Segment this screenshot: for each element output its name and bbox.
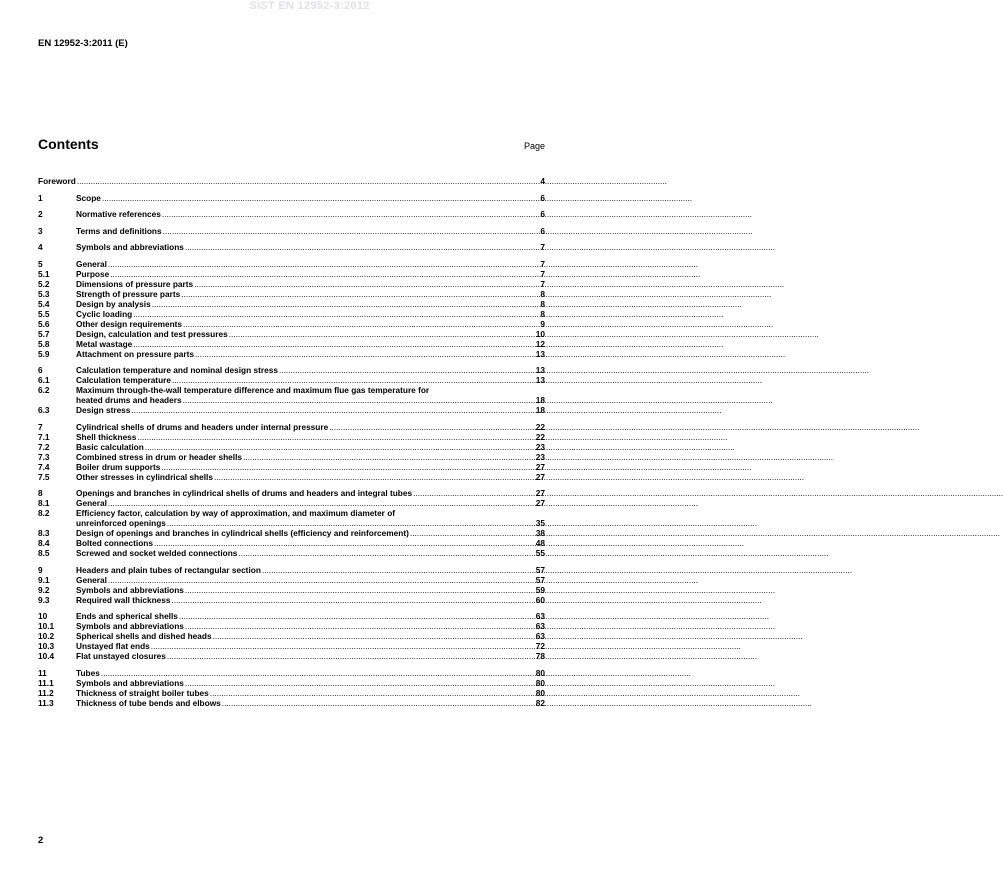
toc-leader-dots: [222, 698, 535, 708]
toc-entry-title: Bolted connections: [76, 538, 153, 548]
toc-entry[interactable]: [38, 631, 545, 641]
toc-entry-page: 57: [535, 574, 545, 585]
toc-entry-page: 27: [535, 488, 545, 498]
toc-entry-number: 7.3: [38, 451, 50, 462]
toc-entry-number: 5.2: [38, 278, 50, 289]
page-title: Contents: [38, 136, 99, 152]
toc-leader-dots: [137, 432, 534, 442]
toc-entry-number: 7.5: [38, 471, 50, 482]
toc-leader-dots: [214, 472, 535, 482]
toc-entry-page: 60: [535, 594, 545, 605]
toc-entry-number: 10.2: [38, 631, 55, 641]
toc-leader-dots: [172, 595, 535, 605]
toc-entry-number: 11: [38, 667, 47, 678]
toc-entry-number: 5.5: [38, 308, 50, 319]
toc-entry-title: Attachment on pressure parts: [76, 348, 195, 359]
toc-entry-page: 8: [540, 308, 545, 319]
toc-entry-page: 80: [535, 677, 545, 688]
toc-entry-number: 8.1: [38, 498, 50, 508]
toc-entry-number: 7.4: [38, 461, 50, 472]
toc-entry-title: Dimensions of pressure parts: [76, 278, 194, 289]
toc-entry[interactable]: [38, 641, 545, 651]
toc-entry-page: 23: [535, 451, 545, 462]
toc-entry-title: Other stresses in cylindrical shells: [76, 471, 213, 482]
toc-entry[interactable]: [38, 538, 545, 548]
toc-leader-dots: [183, 319, 539, 329]
toc-entry[interactable]: [38, 226, 545, 236]
toc-entry-title: Combined stress in drum or header shells: [76, 451, 242, 462]
toc-leader-dots: [262, 565, 535, 575]
toc-leader-dots: [133, 309, 539, 319]
toc-entry-number: 5.4: [38, 298, 50, 309]
toc-leader-dots: [185, 678, 535, 688]
toc-entry[interactable]: [38, 193, 545, 203]
toc-leader-dots: [161, 462, 534, 472]
toc-entry-number: 2: [38, 209, 43, 219]
toc-leader-dots: [185, 621, 535, 631]
toc-entry-page: 22: [535, 421, 545, 432]
toc-entry-page: 6: [540, 192, 545, 203]
table-of-contents: [38, 176, 545, 708]
toc-entry-number: 6: [38, 365, 43, 375]
watermark: SIST EN 12952-3:2012: [249, 0, 370, 12]
toc-entry-number: 8.5: [38, 548, 50, 558]
toc-leader-dots: [163, 226, 540, 236]
toc-entry-title: Design stress: [76, 405, 131, 415]
toc-entry-title: General: [76, 258, 107, 269]
toc-entry-page: 82: [535, 697, 545, 708]
toc-entry-title: Headers and plain tubes of rectangular section: [76, 564, 261, 575]
toc-entry-number: 5.3: [38, 288, 50, 299]
toc-entry[interactable]: [38, 508, 545, 518]
toc-entry-page: 78: [535, 651, 545, 661]
toc-entry-title: Screwed and socket welded connections: [76, 548, 238, 558]
toc-entry-number: 6.2: [38, 385, 50, 395]
toc-entry-title: Unstayed flat ends: [76, 641, 150, 651]
toc-entry-title: Design by analysis: [76, 298, 151, 309]
toc-leader-dots: [151, 641, 535, 651]
toc-entry-title: Cylindrical shells of drums and headers under internal pressure: [76, 421, 329, 432]
toc-entry[interactable]: [38, 611, 545, 621]
toc-entry-number: 10.4: [38, 651, 55, 661]
toc-entry[interactable]: [38, 698, 545, 708]
toc-entry-page: 27: [535, 461, 545, 472]
toc-entry-page: 8: [540, 298, 545, 309]
toc-leader-dots: [77, 176, 540, 186]
toc-entry-page: 57: [535, 564, 545, 575]
toc-entry-title: Tubes: [76, 667, 100, 678]
toc-entry-number: 9.1: [38, 574, 50, 585]
toc-entry[interactable]: [38, 565, 545, 575]
toc-entry-page: 80: [535, 667, 545, 678]
toc-entry-number: 5.9: [38, 348, 50, 359]
toc-entry[interactable]: [38, 528, 545, 538]
toc-entry-title: Maximum through-the-wall temperature difference and maximum flue gas temperature for: [76, 385, 430, 395]
toc-entry-number: 11.1: [38, 677, 54, 688]
toc-entry-page: 27: [535, 498, 545, 508]
toc-leader-dots: [243, 452, 535, 462]
toc-entry-page: 23: [535, 441, 545, 452]
toc-entry-page: 48: [535, 538, 545, 548]
toc-leader-dots: [108, 498, 535, 508]
toc-leader-dots: [167, 651, 535, 661]
toc-entry-number: 8.4: [38, 538, 50, 548]
toc-entry-number: 8.2: [38, 508, 50, 518]
page-number: 2: [38, 835, 44, 846]
toc-entry-number: 7.1: [38, 431, 50, 442]
toc-leader-dots: [210, 688, 535, 698]
toc-entry-title: Efficiency factor, calculation by way of approximation, and maximum diameter of: [76, 508, 396, 518]
toc-entry-title: Symbols and abbreviations: [76, 677, 184, 688]
toc-entry-title: Normative references: [76, 209, 161, 219]
toc-entry[interactable]: [38, 349, 545, 359]
toc-leader-dots: [185, 585, 535, 595]
toc-entry[interactable]: [38, 452, 545, 462]
toc-entry-page: 27: [535, 471, 545, 482]
toc-entry[interactable]: [38, 385, 545, 395]
toc-entry-page: 72: [535, 641, 545, 651]
toc-entry[interactable]: [38, 595, 545, 605]
toc-leader-dots: [101, 668, 535, 678]
toc-leader-dots: [413, 488, 535, 498]
toc-leader-dots: [133, 339, 535, 349]
toc-entry-number: 10: [38, 611, 48, 621]
toc-entry-page: 10: [535, 328, 545, 339]
toc-entry-page: 8: [540, 288, 545, 299]
toc-leader-dots: [410, 528, 535, 538]
toc-leader-dots: [229, 329, 535, 339]
toc-leader-dots: [279, 365, 535, 375]
toc-entry-number: 4: [38, 242, 43, 252]
toc-entry-number: 7: [38, 421, 43, 432]
toc-entry-page: 63: [535, 611, 545, 621]
toc-entry-title: Purpose: [76, 268, 110, 279]
toc-entry[interactable]: [38, 688, 545, 698]
toc-entry-title: Required wall thickness: [76, 594, 171, 605]
toc-entry-page: 22: [535, 431, 545, 442]
toc-entry-title: Spherical shells and dished heads: [76, 631, 212, 641]
toc-entry-title: Shell thickness: [76, 431, 137, 442]
toc-entry-number: 9.3: [38, 594, 50, 605]
toc-entry-page: 80: [535, 687, 545, 698]
toc-leader-dots: [238, 548, 534, 558]
toc-entry-title: Cyclic loading: [76, 308, 133, 319]
toc-entry-title: Boiler drum supports: [76, 461, 161, 472]
toc-entry-title-continued: heated drums and headers: [76, 395, 182, 405]
toc-entry[interactable]: [38, 339, 545, 349]
toc-entry-title: Basic calculation: [76, 441, 144, 452]
toc-entry-page: 7: [540, 278, 545, 289]
toc-leader-dots: [213, 631, 535, 641]
toc-entry[interactable]: [38, 668, 545, 678]
toc-entry[interactable]: [38, 329, 545, 339]
toc-entry-title: Scope: [76, 192, 101, 203]
toc-entry-page: 7: [540, 258, 545, 269]
toc-leader-dots: [108, 575, 535, 585]
toc-leader-dots: [154, 538, 535, 548]
toc-entry-number: 10.1: [38, 621, 55, 631]
toc-entry-title: Terms and definitions: [76, 225, 162, 236]
toc-entry-number: 5: [38, 258, 43, 269]
toc-entry-page: 13: [535, 348, 545, 359]
toc-entry-title: Ends and spherical shells: [76, 611, 178, 621]
toc-entry[interactable]: [38, 269, 545, 279]
toc-leader-dots: [329, 422, 535, 432]
toc-entry-title: Calculation temperature and nominal design stress: [76, 365, 278, 375]
toc-entry-title: Design, calculation and test pressures: [76, 328, 228, 339]
toc-entry-page: 7: [540, 268, 545, 279]
toc-entry[interactable]: [38, 432, 545, 442]
toc-entry[interactable]: [38, 279, 545, 289]
toc-leader-dots: [145, 442, 535, 452]
toc-entry[interactable]: [38, 575, 545, 585]
toc-entry-page: 13: [535, 375, 545, 385]
toc-entry[interactable]: [38, 462, 545, 472]
toc-entry-title: General: [76, 498, 107, 508]
toc-entry[interactable]: [38, 585, 545, 595]
toc-entry-title: Design of openings and branches in cylindrical shells (efficiency and reinforcement): [76, 528, 409, 538]
toc-entry-number: 5.8: [38, 338, 50, 349]
toc-entry[interactable]: [38, 365, 545, 375]
toc-entry-number: 9.2: [38, 584, 50, 595]
toc-leader-dots: [162, 209, 540, 219]
toc-leader-dots: [131, 405, 534, 415]
toc-entry-number: 5.7: [38, 328, 50, 339]
toc-entry-title: Openings and branches in cylindrical shells of drums and headers and integral tubes: [76, 488, 413, 498]
toc-entry-page: 55: [535, 548, 545, 558]
toc-leader-dots: [183, 395, 535, 405]
toc-entry[interactable]: [38, 289, 545, 299]
toc-entry-title: Metal wastage: [76, 338, 133, 349]
toc-leader-dots: [167, 518, 535, 528]
toc-entry-title: Other design requirements: [76, 318, 183, 329]
toc-entry-page: 7: [540, 242, 545, 252]
toc-entry-title: Symbols and abbreviations: [76, 242, 184, 252]
toc-entry-number: 5.6: [38, 318, 50, 329]
page-column-label: Page: [523, 141, 545, 151]
toc-leader-dots: [152, 299, 540, 309]
toc-entry-title: Thickness of tube bends and elbows: [76, 697, 221, 708]
toc-entry[interactable]: [38, 422, 545, 432]
toc-entry-page: 18: [535, 405, 545, 415]
toc-leader-dots: [110, 269, 539, 279]
toc-entry[interactable]: [38, 242, 545, 252]
toc-entry[interactable]: [38, 299, 545, 309]
toc-entry-number: Foreword: [38, 176, 76, 186]
toc-entry[interactable]: [38, 621, 545, 631]
document-id: EN 12952-3:2011 (E): [38, 38, 128, 49]
toc-entry-title-continued: unreinforced openings: [76, 518, 166, 528]
toc-entry-number: 5.1: [38, 268, 50, 279]
toc-entry-title: Symbols and abbreviations: [76, 621, 184, 631]
toc-entry[interactable]: [38, 405, 545, 415]
toc-entry-page: 38: [535, 528, 545, 538]
toc-entry-title: Calculation temperature: [76, 375, 171, 385]
toc-entry[interactable]: [38, 309, 545, 319]
toc-entry-page: 9: [540, 318, 545, 329]
toc-entry-title: Symbols and abbreviations: [76, 584, 184, 595]
toc-entry-page: 13: [535, 365, 545, 375]
toc-entry-title: Thickness of straight boiler tubes: [76, 687, 209, 698]
toc-leader-dots: [194, 279, 539, 289]
toc-entry-number: 6.1: [38, 375, 50, 385]
toc-leader-dots: [179, 611, 535, 621]
toc-entry[interactable]: [38, 498, 545, 508]
toc-entry-page: 6: [540, 225, 545, 236]
toc-entry-number: 7.2: [38, 441, 50, 452]
toc-entry[interactable]: [38, 375, 545, 385]
toc-entry-title: Strength of pressure parts: [76, 288, 181, 299]
toc-leader-dots: [195, 349, 535, 359]
toc-leader-dots: [108, 259, 539, 269]
toc-entry-page: 4: [540, 176, 545, 186]
toc-leader-dots: [102, 193, 539, 203]
toc-entry-number: 9: [38, 564, 43, 575]
toc-entry-page: 35: [535, 518, 545, 528]
toc-entry-number: 6.3: [38, 405, 50, 415]
toc-entry[interactable]: [38, 651, 545, 661]
toc-entry[interactable]: [38, 209, 545, 219]
toc-entry-number: 8: [38, 488, 43, 498]
toc-leader-dots: [172, 375, 535, 385]
toc-entry-page: 63: [535, 631, 545, 641]
toc-entry-title: Flat unstayed closures: [76, 651, 166, 661]
toc-entry-number: 3: [38, 225, 43, 236]
toc-entry[interactable]: [38, 176, 545, 186]
toc-entry[interactable]: [38, 548, 545, 558]
toc-entry-page: 12: [535, 338, 545, 349]
toc-entry-page: 18: [535, 395, 545, 405]
toc-entry-number: 10.3: [38, 641, 55, 651]
toc-entry-title: General: [76, 574, 107, 585]
toc-entry[interactable]: [38, 678, 545, 688]
toc-entry-continuation[interactable]: [38, 518, 545, 528]
toc-entry-number: 11.3: [38, 697, 54, 708]
toc-leader-dots: [185, 242, 539, 252]
toc-entry-number: 8.3: [38, 528, 50, 538]
toc-entry[interactable]: [38, 472, 545, 482]
toc-entry[interactable]: [38, 319, 545, 329]
toc-entry-page: 6: [540, 209, 545, 219]
toc-leader-dots: [181, 289, 539, 299]
toc-entry-page: 63: [535, 621, 545, 631]
toc-entry-continuation[interactable]: [38, 395, 545, 405]
toc-entry[interactable]: [38, 259, 545, 269]
toc-entry-number: 11.2: [38, 687, 54, 698]
toc-entry-page: 59: [535, 584, 545, 595]
toc-entry-number: 1: [38, 192, 43, 203]
toc-entry[interactable]: [38, 442, 545, 452]
toc-entry[interactable]: [38, 488, 545, 498]
